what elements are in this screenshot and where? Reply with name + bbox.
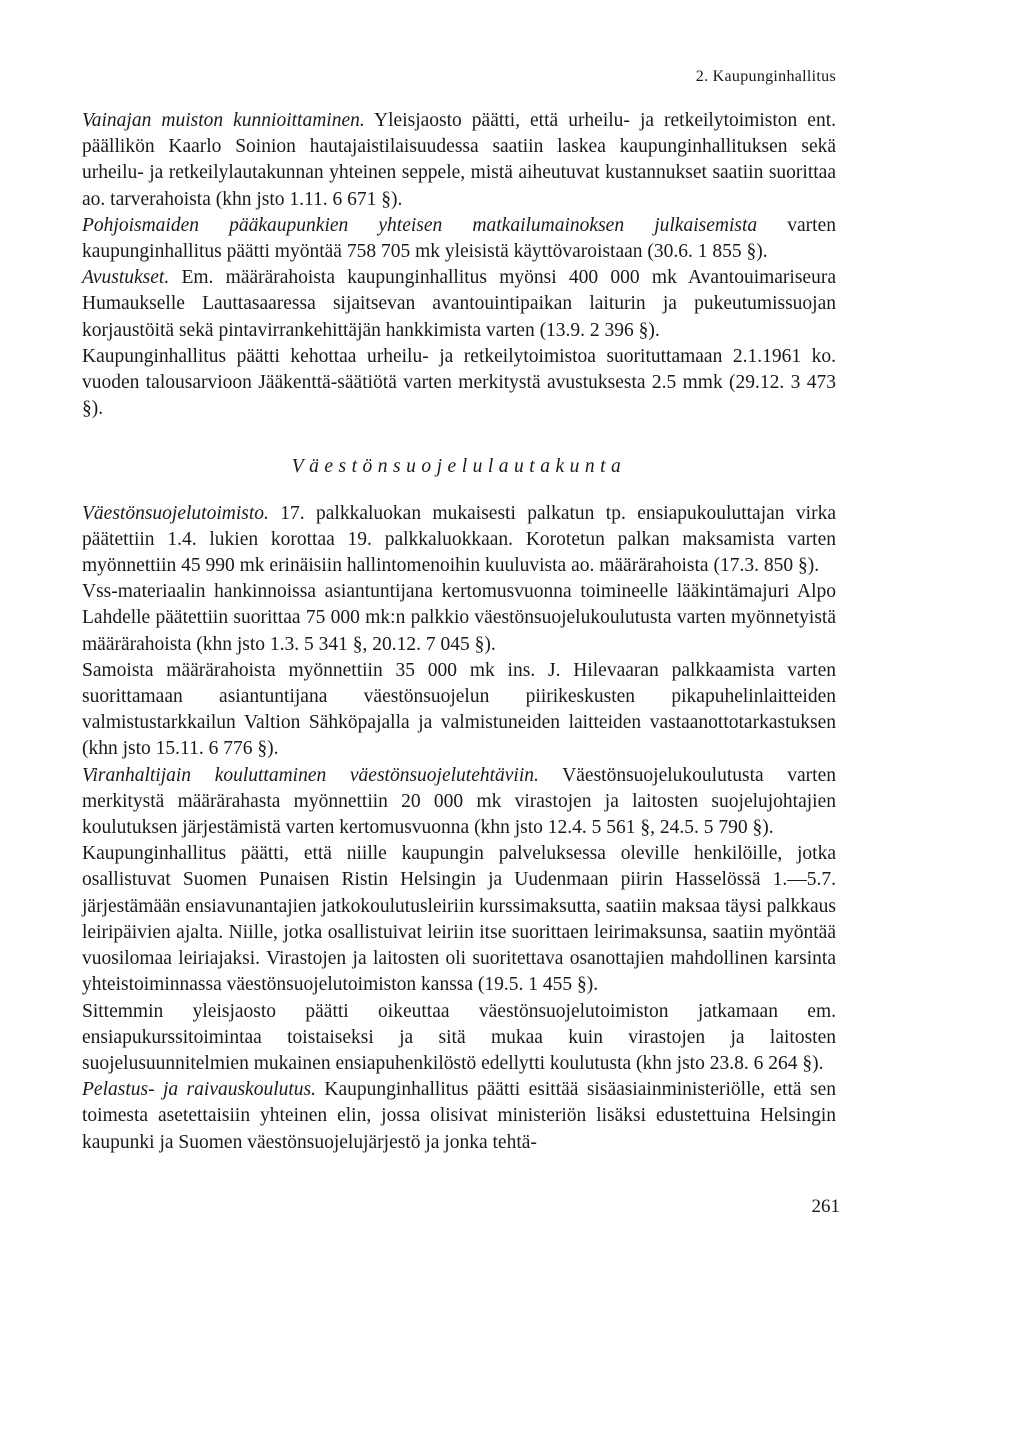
paragraph-text: Kaupunginhallitus päätti esittää sisäasiainministeriölle, että sen toimesta asetettaisiin yhteinen elin, jossa olisivat ministeriön lisäksi edustettuina Helsingin kaupunki ja Suomen väestönsuojelujärjestö ja jonka tehtä-	[82, 1079, 836, 1153]
paragraph-text: Samoista määrärahoista myönnettiin 35 000 mk ins. J. Hilevaaran palkkaamista varten suorittamaan asiantuntijana väestönsuojelun piirikeskusten pikapuhelinlaitteiden valmistustarkkailun Valtion Sähköpajalla ja valmistuneiden laitteiden vastaanottotarkastuksen (khn jsto 15.11. 6 776 §).	[82, 659, 836, 760]
paragraph	[82, 344, 836, 423]
paragraph-text: Väestönsuojelukoulutusta varten merkitystä määrärahasta myönnettiin 20 000 mk virastojen ja laitosten suojelujohtajien koulutuksen järjestämistä varten kertomusvuonna (khn jsto 12.4. 5 561 §, 24.5. 5 790 §).	[82, 764, 836, 839]
paragraph-text: Kaupunginhallitus päätti kehottaa urheilu- ja retkeilytoimistoa suorituttamaan 2.1.1961 ko. vuoden talousarvioon Jääkenttä-säätiötä varten merkitystä avustuksesta 2.5 mmk (29.12. 3 473 §).	[82, 345, 836, 420]
paragraph-text: Sittemmin yleisjaosto päätti oikeuttaa väestönsuojelutoimiston jatkamaan em. ensiapukurssitoimintaa toistaiseksi ja sitä mukaa kuin virastojen ja laitosten suojelusuunnitelmien mukainen ensiapuhenkilöstö edellytti koulutusta (khn jsto 23.8. 6 264 §).	[82, 1000, 836, 1074]
running-head: 2. Kaupunginhallitus	[695, 68, 836, 85]
paragraph-text: Yleisjaosto päätti, että urheilu- ja retkeilytoimiston ent. päällikön Kaarlo Soinion hautajaistilaisuudessa saatiin laskea kaupunginhallituksen sekä urheilu- ja retkeilylautakunnan yhteinen seppele, mistä aiheutuvat kustannukset saatiin suorittaa ao. tarverahoista (khn jsto 1.11. 6 671 §).	[82, 110, 836, 210]
paragraph-lead: Avustukset.	[82, 267, 170, 289]
paragraph	[82, 108, 836, 213]
paragraph-lead: Pohjoismaiden pääkaupunkien yhteisen matkailumainoksen julkaisemista	[82, 214, 758, 236]
paragraph	[82, 265, 836, 344]
paragraph-lead: Viranhaltijain kouluttaminen väestönsuojelutehtäviin.	[82, 764, 539, 786]
paragraph-lead: Pelastus- ja raivauskoulutus.	[82, 1079, 317, 1101]
page-number: 261	[811, 1196, 840, 1217]
paragraph	[82, 579, 836, 658]
paragraph-text: Em. määrärahoista kaupunginhallitus myönsi 400 000 mk Avantouimariseura Humaukselle Lauttasaaressa sijaitsevan avantouintipaikan laiturin ja pukeutumissuojan korjaustöitä sekä pintavirrankehittäjän hankkimista varten (13.9. 2 396 §).	[82, 267, 836, 341]
paragraph	[82, 501, 836, 580]
paragraph	[82, 841, 836, 998]
paragraph	[82, 213, 836, 265]
section-heading: Väestönsuojelulautakunta	[291, 456, 627, 478]
paragraph-text: varten kaupunginhallitus päätti myöntää 758 705 mk yleisistä käyttövaroistaan (30.6. 1 855 §).	[82, 214, 836, 263]
paragraph-lead: Väestönsuojelutoimisto.	[82, 502, 269, 524]
paragraph-text: Vss-materiaalin hankinnoissa asiantuntijana kertomusvuonna toimineelle lääkintämajuri Alpo Lahdelle päätettiin suorittaa 75 000 mk:n palkkio väestönsuojelukoulutusta varten myönnetyistä määrärahoista (khn jsto 1.3. 5 341 §, 20.12. 7 045 §).	[82, 581, 836, 655]
paragraph-text: 17. palkkaluokan mukaisesti palkatun tp. ensiapukouluttajan virka päätettiin 1.4. lukien korottaa 19. palkkaluokkaan. Korotetun palkan maksamista varten myönnettiin 45 990 mk erinäisiin hallintomenoihin kuuluvista ao. määrärahoista (17.3. 850 §).	[82, 502, 836, 577]
paragraph	[82, 999, 836, 1078]
paragraph-text: Kaupunginhallitus päätti, että niille kaupungin palveluksessa oleville henkilöille, jotka osallistuvat Suomen Punaisen Ristin Helsingin ja Uudenmaan piirin Hasselössä 1.—5.7. järjestämään ensiavunantajien jatkokoulutusleiriin kurssimaksutta, saatiin maksaa täysi palkkaus leiripäivien ajalta. Niille, jotka osallistuivat leiriin itse suorittaen leirimaksunsa, saatiin myöntää vuosilomaa leiriajaksi. Virastojen ja laitosten oli suoritettava osanottajien mahdollinen karsinta yhteistoiminnassa väestönsuojelutoimiston kanssa (19.5. 1 455 §).	[82, 843, 836, 996]
paragraphs-after	[82, 501, 836, 1156]
paragraph	[82, 1077, 836, 1156]
paragraphs-before	[82, 108, 836, 422]
paragraph-lead: Vainajan muiston kunnioittaminen.	[82, 110, 365, 131]
paragraph	[82, 658, 836, 763]
body-text	[82, 108, 836, 1156]
paragraph	[82, 763, 836, 842]
